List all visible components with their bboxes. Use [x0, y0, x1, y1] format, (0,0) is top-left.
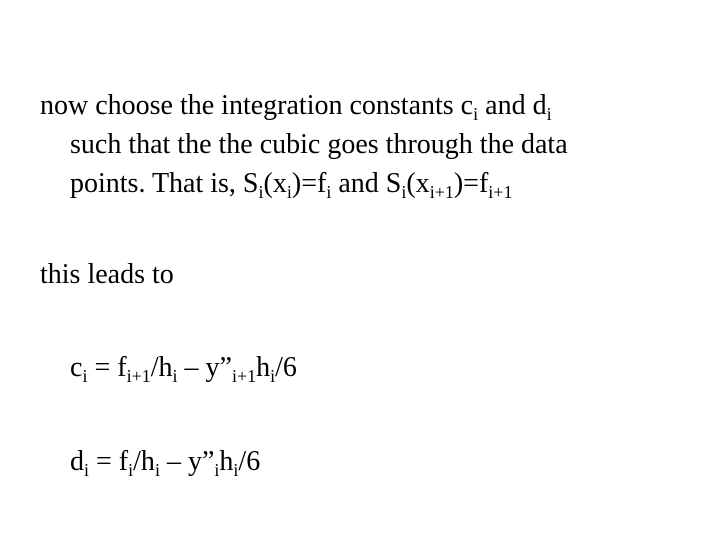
text-segment: = f — [87, 352, 127, 383]
intro-line-1 — [40, 90, 552, 122]
text-segment: (x — [263, 168, 287, 199]
subscript: i — [84, 460, 90, 480]
text-segment: )=f — [453, 168, 489, 199]
subscript: i — [546, 104, 552, 124]
text-segment: /6 — [238, 446, 261, 477]
subscript: i — [473, 104, 479, 124]
subscript: i — [258, 182, 264, 202]
subscript: i — [401, 182, 407, 202]
text-segment: – y” — [177, 352, 232, 383]
equation-d — [70, 446, 260, 478]
text-segment: )=f — [291, 168, 327, 199]
subscript: i — [82, 366, 88, 386]
subscript: i — [326, 182, 332, 202]
text-segment: points. That is, S — [70, 168, 259, 199]
subscript: i+1 — [231, 366, 257, 386]
text-segment: d — [70, 446, 84, 477]
text-segment: h — [219, 446, 234, 477]
text-segment: now choose the integration constants c — [40, 90, 474, 121]
intro-line-2 — [70, 129, 568, 161]
subscript: i — [172, 366, 178, 386]
subscript: i — [286, 182, 292, 202]
text-segment: this leads to — [40, 259, 174, 290]
text-segment: (x — [406, 168, 430, 199]
text-segment: – y” — [159, 446, 215, 477]
text-segment: c — [70, 352, 83, 383]
text-segment: /h — [133, 446, 155, 477]
text-segment: h — [256, 352, 271, 383]
text-segment: /6 — [275, 352, 297, 383]
text-segment: such that the the cubic goes through the data — [70, 129, 568, 160]
equation-c — [70, 352, 297, 384]
subscript: i+1 — [126, 366, 151, 386]
subscript: i — [270, 366, 276, 386]
leads-to-text — [40, 259, 174, 291]
subscript: i — [128, 460, 134, 480]
text-segment: /h — [150, 352, 173, 383]
subscript: i — [154, 460, 160, 480]
subscript: i — [233, 460, 239, 480]
text-segment: = f — [89, 446, 129, 477]
text-segment: and d — [478, 90, 547, 121]
intro-line-3 — [70, 168, 512, 200]
subscript: i+1 — [429, 182, 454, 202]
subscript: i+1 — [488, 182, 513, 202]
text-segment: and S — [331, 168, 402, 199]
subscript: i — [214, 460, 220, 480]
